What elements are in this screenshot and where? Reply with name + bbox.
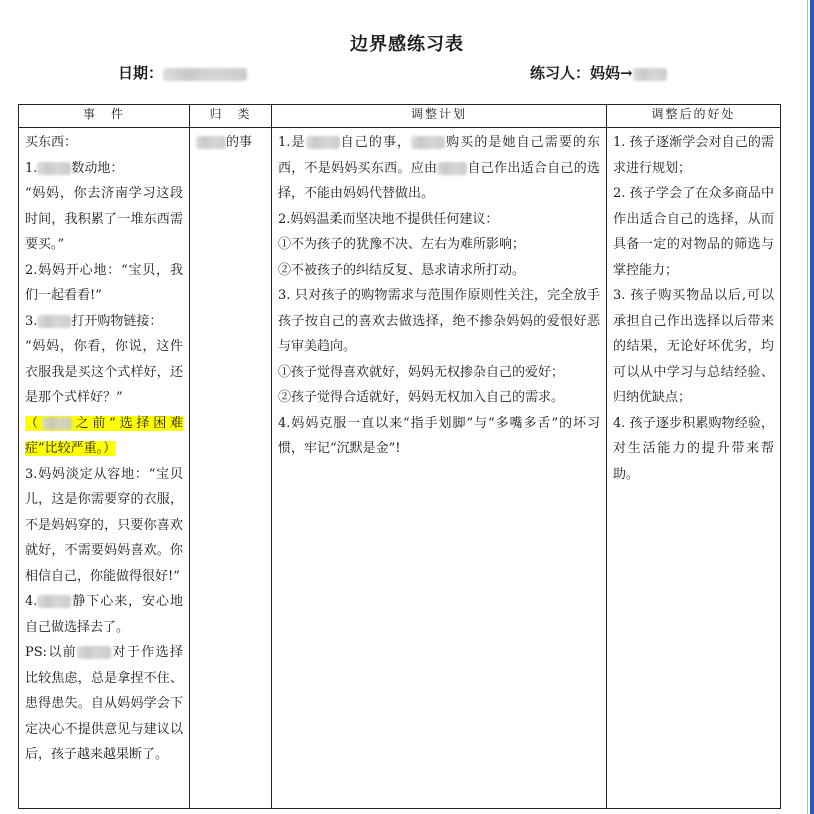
benefit-cell bbox=[607, 128, 781, 809]
document-title: 边界感练习表 bbox=[350, 34, 464, 55]
redacted-date bbox=[163, 68, 247, 81]
plan-item-2: 2.妈妈温柔而坚决地不提供任何建议： bbox=[278, 211, 499, 227]
practice-table bbox=[18, 104, 781, 809]
practitioner-field bbox=[530, 62, 667, 83]
plan-1-d: 自己作出适合自己的选择，不能由妈妈代替做出。 bbox=[278, 160, 600, 201]
event-highlight-note bbox=[25, 411, 183, 462]
date-field bbox=[118, 62, 247, 83]
event-line-1 bbox=[25, 156, 183, 182]
window-edge-bar bbox=[810, 0, 814, 814]
event-line-3-prefix: 3. bbox=[25, 313, 38, 329]
redacted-name bbox=[196, 136, 226, 149]
plan-item-3-i: ①孩子觉得喜欢就好，妈妈无权掺杂自己的爱好； bbox=[278, 364, 565, 380]
plan-item-3: 3. 只对孩子的购物需求与范围作原则性关注，完全放手孩子按自己的喜欢去做选择，绝不掺杂妈妈的爱恨好恶与审美趋向。 bbox=[278, 288, 600, 354]
event-ps bbox=[25, 640, 183, 768]
redacted-name bbox=[411, 136, 445, 149]
benefit-item-4: 4. 孩子逐步积累购物经验，对生活能力的提升带来帮助。 bbox=[613, 415, 774, 482]
benefit-item-3: 3. 孩子购买物品以后,可以承担自己作出选择以后带来的结果，无论好坏优劣，均可以从中学习与总结经验、归纳优缺点； bbox=[613, 288, 774, 405]
header-plan: 调整计划 bbox=[272, 105, 607, 128]
redacted-name bbox=[37, 595, 71, 608]
redacted-name bbox=[437, 162, 467, 175]
header-event: 事 件 bbox=[19, 105, 190, 128]
plan-1-a: 1.是 bbox=[278, 135, 306, 150]
event-line-2: 2.妈妈开心地：“宝贝，我们一起看看!” bbox=[25, 262, 183, 303]
plan-item-1 bbox=[278, 130, 600, 207]
benefit-item-1: 1. 孩子逐渐学会对自己的需求进行规划； bbox=[613, 135, 774, 176]
category-suffix: 的事 bbox=[226, 135, 253, 150]
header-benefit: 调整后的好处 bbox=[607, 105, 781, 128]
date-label: 日期： bbox=[118, 64, 164, 82]
redacted-name bbox=[77, 646, 111, 659]
plan-1-c: 购买的是她自己需要的东西，不是妈妈买东西。应由 bbox=[278, 135, 600, 176]
event-line-1-prefix: 1. bbox=[25, 160, 38, 176]
highlight-open: （ bbox=[25, 415, 42, 431]
plan-item-3-ii: ②孩子觉得合适就好，妈妈无权加入自己的需求。 bbox=[278, 390, 565, 405]
window-edge-line bbox=[807, 0, 808, 814]
event-line-3 bbox=[25, 309, 183, 335]
plan-item-2-ii: ②不被孩子的纠结反复、恳求请求所打动。 bbox=[278, 262, 526, 278]
practitioner-label: 练习人：妈妈→ bbox=[530, 64, 633, 82]
event-cell bbox=[19, 128, 190, 809]
redacted-child-name bbox=[633, 68, 667, 81]
category-cell bbox=[190, 128, 272, 809]
table-header-row bbox=[19, 105, 781, 128]
highlight-redacted bbox=[42, 416, 72, 431]
redacted-name bbox=[42, 417, 72, 430]
redacted-name bbox=[37, 162, 71, 175]
event-ps-prefix: PS:以前 bbox=[25, 645, 78, 660]
plan-cell bbox=[272, 128, 607, 809]
benefit-item-2: 2. 孩子学会了在众多商品中作出适合自己的选择，从而具备一定的对物品的筛选与掌控能力； bbox=[613, 186, 774, 278]
event-intro: 买东西： bbox=[25, 135, 78, 150]
category-text bbox=[196, 130, 265, 156]
event-line-3-quote: “妈妈，你看，你说，这件衣服我是买这个式样好，还是那个式样好？” bbox=[25, 339, 183, 405]
header-category: 归 类 bbox=[190, 105, 272, 128]
event-ps-suffix: 对于作选择比较焦虑，总是拿捏不住、患得患失。自从妈妈学会下定决心不提供意见与建议以后，孩子越来越果断了。 bbox=[25, 645, 183, 762]
plan-item-4: 4.妈妈克服一直以来“指手划脚”与“多嘴多舌”的坏习惯，牢记“沉默是金”! bbox=[278, 415, 600, 456]
event-line-5-prefix: 4. bbox=[25, 594, 38, 609]
plan-item-2-i: ①不为孩子的犹豫不决、左右为难所影响； bbox=[278, 237, 526, 252]
event-line-5-suffix: 静下心来，安心地自己做选择去了。 bbox=[25, 594, 183, 635]
plan-1-b: 自己的事， bbox=[339, 135, 412, 150]
highlight-text: 之前“选择困难症”比较严重。） bbox=[25, 415, 183, 456]
redacted-name bbox=[306, 136, 340, 149]
event-line-5 bbox=[25, 589, 183, 640]
event-line-4: 3.妈妈淡定从容地：“宝贝儿，这是你需要穿的衣服，不是妈妈穿的，只要你喜欢就好，不需要妈妈喜欢。你相信自己，你能做得很好!” bbox=[25, 466, 183, 584]
event-line-1-suffix: 数动地： bbox=[71, 160, 124, 176]
event-line-1-quote: “妈妈，你去济南学习这段时间，我积累了一堆东西需要买。” bbox=[25, 186, 183, 252]
table-row bbox=[19, 128, 781, 809]
event-line-3-suffix: 打开购物链接： bbox=[71, 313, 163, 329]
redacted-name bbox=[37, 315, 71, 328]
